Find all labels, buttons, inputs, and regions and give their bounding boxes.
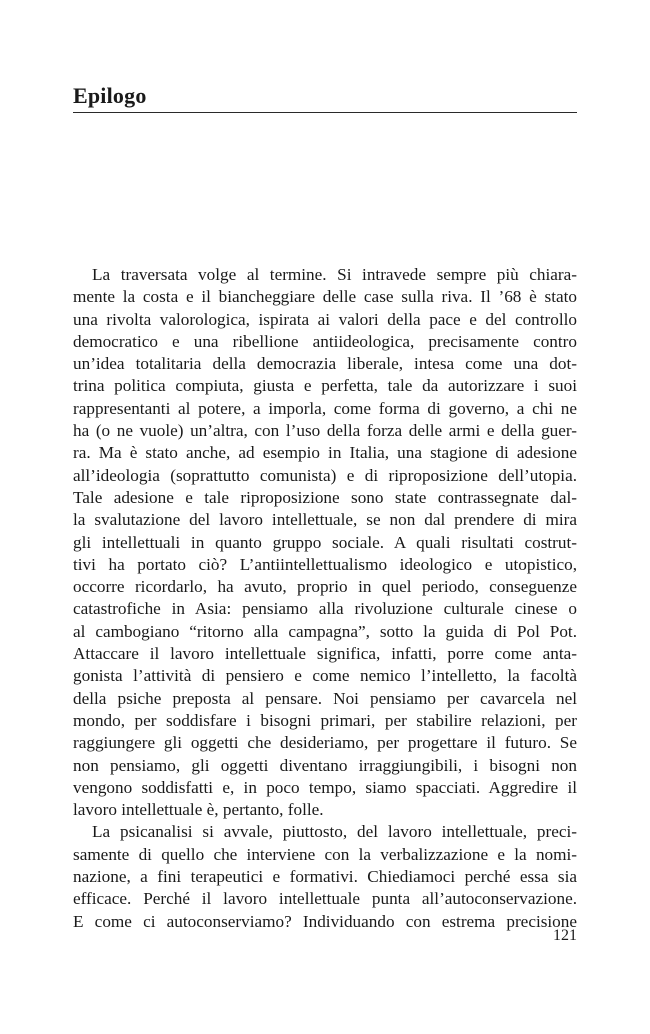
text-line: efficace. Perché il lavoro intellettuale punta all’autoconservazione. [73, 889, 577, 909]
title-rule [73, 112, 577, 113]
body-text [73, 264, 577, 933]
text-line: non pensiamo, gli oggetti diventano irraggiungibili, i bisogni non [73, 755, 577, 775]
text-line: la svalutazione del lavoro intellettuale, se non dal prendere di mira [73, 510, 577, 530]
text-line: catastrofiche in Asia: pensiamo alla rivoluzione culturale cinese o [73, 599, 577, 619]
text-line: rappresentanti al potere, a imporla, come forma di governo, a chi ne [73, 398, 577, 418]
text-line: La traversata volge al termine. Si intravede sempre più chiara- [92, 265, 577, 284]
text-line: un’idea totalitaria della democrazia liberale, intesa come una dot- [73, 354, 577, 374]
text-line: gonista l’attività di pensiero e come nemico l’intelletto, la facoltà [73, 666, 577, 686]
text-line: lavoro intellettuale è, pertanto, folle. [73, 800, 324, 820]
text-line: raggiungere gli oggetti che desideriamo, per progettare il futuro. Se [73, 733, 577, 753]
text-line: nazione, a fini terapeutici e formativi. Chiediamoci perché essa sia [73, 867, 577, 887]
text-line: occorre ricordarlo, ha avuto, proprio in quel periodo, conseguenze [73, 577, 577, 597]
text-line: una rivolta valorologica, ispirata ai valori della pace e del controllo [73, 309, 577, 329]
text-line: vengono soddisfatti e, in poco tempo, siamo spacciati. Aggredire il [73, 777, 577, 797]
text-line: ra. Ma è stato anche, ad esempio in Italia, una stagione di adesione [73, 443, 577, 463]
text-line: Attaccare il lavoro intellettuale significa, infatti, porre come anta- [73, 644, 577, 664]
text-line: democratico e una ribellione antiideologica, precisamente contro [73, 331, 577, 351]
text-line: La psicanalisi si avvale, piuttosto, del lavoro intellettuale, preci- [92, 822, 577, 842]
text-line: mondo, per soddisfare i bisogni primari, per stabilire relazioni, per [73, 710, 577, 730]
text-line: E come ci autoconserviamo? Individuando con estrema precisione [73, 911, 577, 931]
page-number: 121 [553, 927, 577, 944]
text-line: samente di quello che interviene con la verbalizzazione e la nomi- [73, 844, 577, 864]
text-line: della psiche preposta al pensare. Noi pensiamo per cavarcela nel [73, 688, 577, 708]
text-line: all’ideologia (soprattutto comunista) e di riproposizione dell’utopia. [73, 465, 577, 485]
chapter-title: Epilogo [73, 83, 147, 108]
text-line: Tale adesione e tale riproposizione sono state contrassegnate dal- [73, 487, 577, 507]
text-line: mente la costa e il biancheggiare delle case sulla riva. Il ’68 è stato [73, 287, 577, 307]
text-line: al cambogiano “ritorno alla campagna”, sotto la guida di Pol Pot. [73, 621, 577, 641]
text-line: gli intellettuali in quanto gruppo sociale. A quali risultati costrut- [73, 532, 577, 552]
text-line: trina politica compiuta, giusta e perfetta, tale da autorizzare i suoi [73, 376, 577, 396]
text-line: ha (o ne vuole) un’altra, con l’uso della forza delle armi e della guer- [73, 421, 577, 441]
text-line: tivi ha portato ciò? L’antiintellettualismo ideologico e utopistico, [73, 554, 577, 574]
